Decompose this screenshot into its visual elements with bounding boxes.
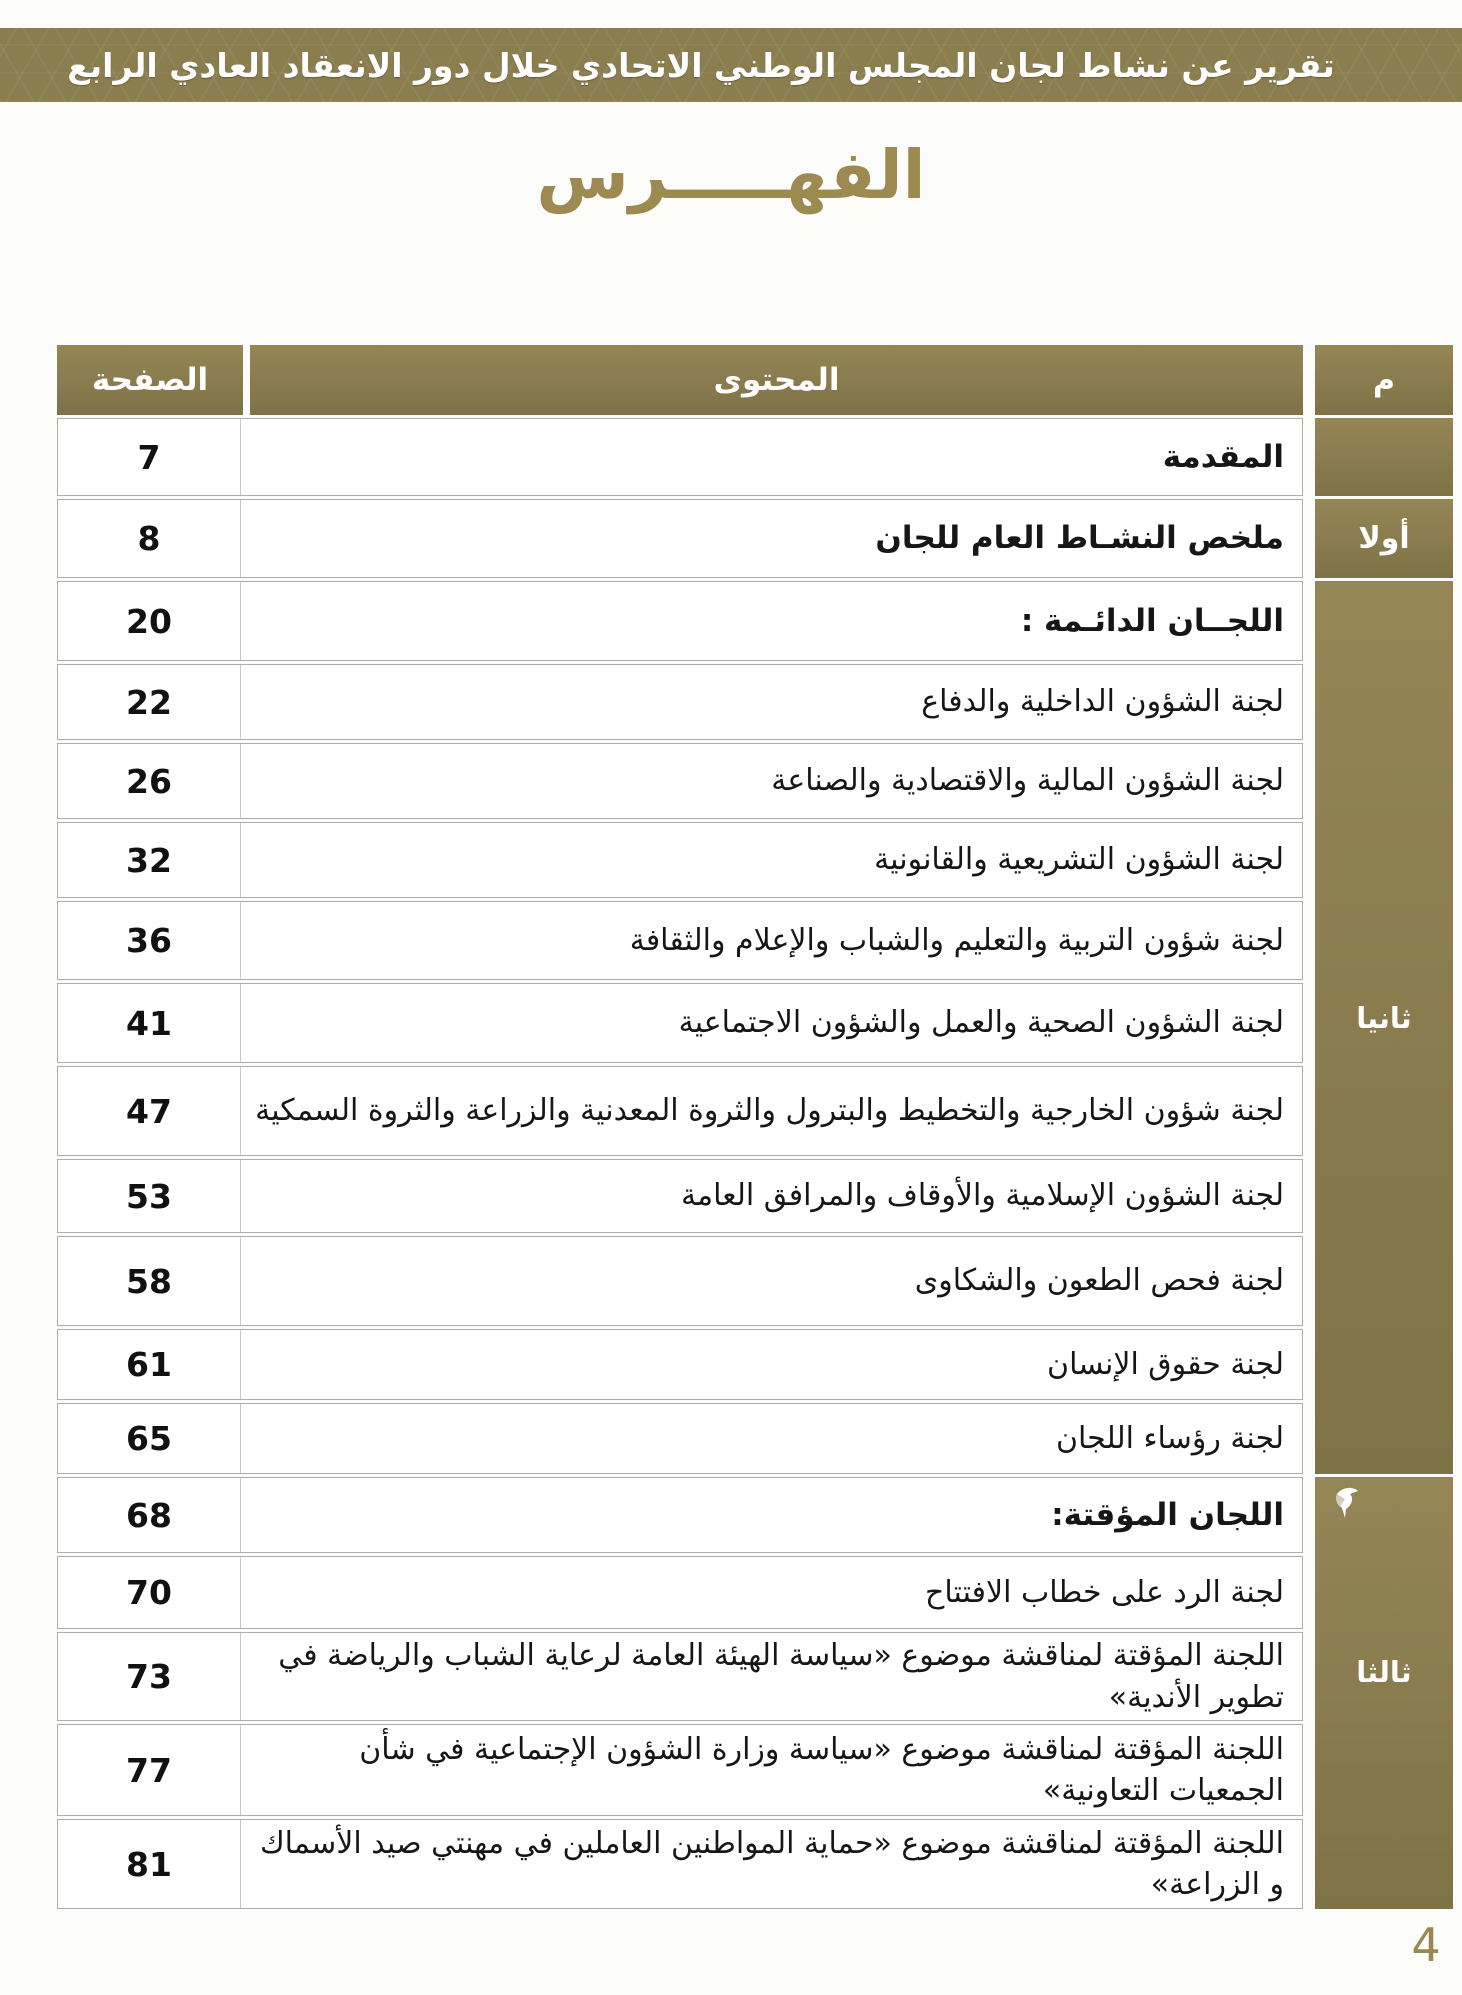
toc-entry-page: 7 bbox=[58, 419, 241, 495]
toc-row bbox=[57, 1477, 1303, 1553]
toc-entry-title: اللجان المؤقتة: bbox=[1051, 1496, 1284, 1533]
toc-entry-title: لجنة الشؤون المالية والاقتصادية والصناعة bbox=[771, 763, 1284, 799]
toc-entry-page: 77 bbox=[58, 1725, 241, 1815]
toc-entry-page: 65 bbox=[58, 1404, 241, 1473]
num-column bbox=[1315, 345, 1453, 1912]
toc-entry-page: 47 bbox=[58, 1067, 241, 1155]
toc-entry-page: 8 bbox=[58, 500, 241, 577]
toc-entry-page: 20 bbox=[58, 582, 241, 660]
toc-row bbox=[57, 1403, 1303, 1474]
toc-row bbox=[57, 1236, 1303, 1326]
toc-entry-page: 41 bbox=[58, 984, 241, 1062]
toc-entry-title: اللجنة المؤقتة لمناقشة موضوع «حماية المواطنين العاملين في مهنتي صيد الأسماك و الزراعة» bbox=[259, 1825, 1284, 1902]
toc-header-row bbox=[57, 345, 1303, 415]
toc-row bbox=[57, 499, 1303, 578]
toc-row bbox=[57, 1159, 1303, 1233]
page-title: الفهـــــرس bbox=[536, 136, 926, 214]
page-number: 4 bbox=[1411, 1918, 1441, 1972]
toc-entry-title: لجنة الشؤون الإسلامية والأوقاف والمرافق العامة bbox=[680, 1178, 1284, 1214]
num-cell-section-second bbox=[1315, 581, 1453, 1474]
toc-row bbox=[57, 1632, 1303, 1721]
toc-row bbox=[57, 1819, 1303, 1909]
toc-entry-page: 68 bbox=[58, 1478, 241, 1552]
toc-entry-page: 61 bbox=[58, 1330, 241, 1399]
toc-entry-title: ملخص النشـاط العام للجان bbox=[875, 520, 1284, 557]
page-column-header: الصفحة bbox=[57, 345, 243, 415]
toc-entry-title: لجنة الشؤون التشريعية والقانونية bbox=[874, 842, 1284, 878]
toc-entry-page: 81 bbox=[58, 1820, 241, 1908]
toc-entry-title: لجنة فحص الطعون والشكاوى bbox=[914, 1263, 1284, 1299]
toc-row bbox=[57, 822, 1303, 898]
toc-table bbox=[57, 345, 1453, 1912]
toc-row bbox=[57, 581, 1303, 661]
toc-entry-title: لجنة الرد على خطاب الافتتاح bbox=[925, 1574, 1284, 1610]
banner-title: تقرير عن نشاط لجان المجلس الوطني الاتحادي خلال دور الانعقاد العادي الرابع bbox=[67, 45, 1335, 85]
toc-entry-page: 22 bbox=[58, 665, 241, 739]
toc-entry-title: لجنة حقوق الإنسان bbox=[1047, 1346, 1284, 1382]
num-cell-section-third bbox=[1315, 1477, 1453, 1909]
falcon-icon bbox=[1331, 1485, 1363, 1527]
toc-entry-title: لجنة الشؤون الداخلية والدفاع bbox=[921, 684, 1284, 720]
toc-entry-title: اللجــان الدائـمة : bbox=[1020, 602, 1284, 639]
toc-entry-title: لجنة الشؤون الصحية والعمل والشؤون الاجتماعية bbox=[678, 1005, 1284, 1041]
toc-row bbox=[57, 1724, 1303, 1816]
toc-row bbox=[57, 743, 1303, 819]
content-column-header: المحتوى bbox=[250, 345, 1303, 415]
toc-entry-page: 32 bbox=[58, 823, 241, 897]
toc-entry-page: 70 bbox=[58, 1557, 241, 1628]
section-third-label: ثالثا bbox=[1356, 1655, 1412, 1689]
toc-entry-title: اللجنة المؤقتة لمناقشة موضوع «سياسة وزارة الشؤون الإجتماعية في شأن الجمعيات التعاونية» bbox=[359, 1731, 1284, 1808]
toc-entry-title: لجنة شؤون الخارجية والتخطيط والبترول والثروة المعدنية والزراعة والثروة السمكية bbox=[255, 1093, 1284, 1129]
toc-main-columns bbox=[57, 345, 1303, 1912]
toc-row bbox=[57, 1556, 1303, 1629]
report-title-banner bbox=[0, 28, 1462, 102]
num-cell-intro bbox=[1315, 418, 1453, 496]
toc-entry-page: 36 bbox=[58, 902, 241, 979]
toc-entry-page: 73 bbox=[58, 1633, 241, 1720]
toc-entry-page: 58 bbox=[58, 1237, 241, 1325]
toc-row bbox=[57, 418, 1303, 496]
toc-row bbox=[57, 1329, 1303, 1400]
toc-entry-title: لجنة شؤون التربية والتعليم والشباب والإعلام والثقافة bbox=[629, 922, 1284, 958]
num-column-header: م bbox=[1315, 345, 1453, 415]
toc-row bbox=[57, 901, 1303, 980]
toc-row bbox=[57, 664, 1303, 740]
toc-row bbox=[57, 1066, 1303, 1156]
toc-row bbox=[57, 983, 1303, 1063]
toc-entry-page: 26 bbox=[58, 744, 241, 818]
toc-entry-title: لجنة رؤساء اللجان bbox=[1055, 1420, 1284, 1456]
toc-rows bbox=[57, 418, 1303, 1912]
toc-entry-title: اللجنة المؤقتة لمناقشة موضوع «سياسة الهيئة العامة لرعاية الشباب والرياضة في تطوير الأندية» bbox=[278, 1638, 1284, 1715]
num-cell-section-first: أولا bbox=[1315, 499, 1453, 578]
toc-entry-title: المقدمة bbox=[1162, 438, 1284, 475]
toc-entry-page: 53 bbox=[58, 1160, 241, 1232]
section-second-label: ثانيا bbox=[1356, 1001, 1412, 1035]
